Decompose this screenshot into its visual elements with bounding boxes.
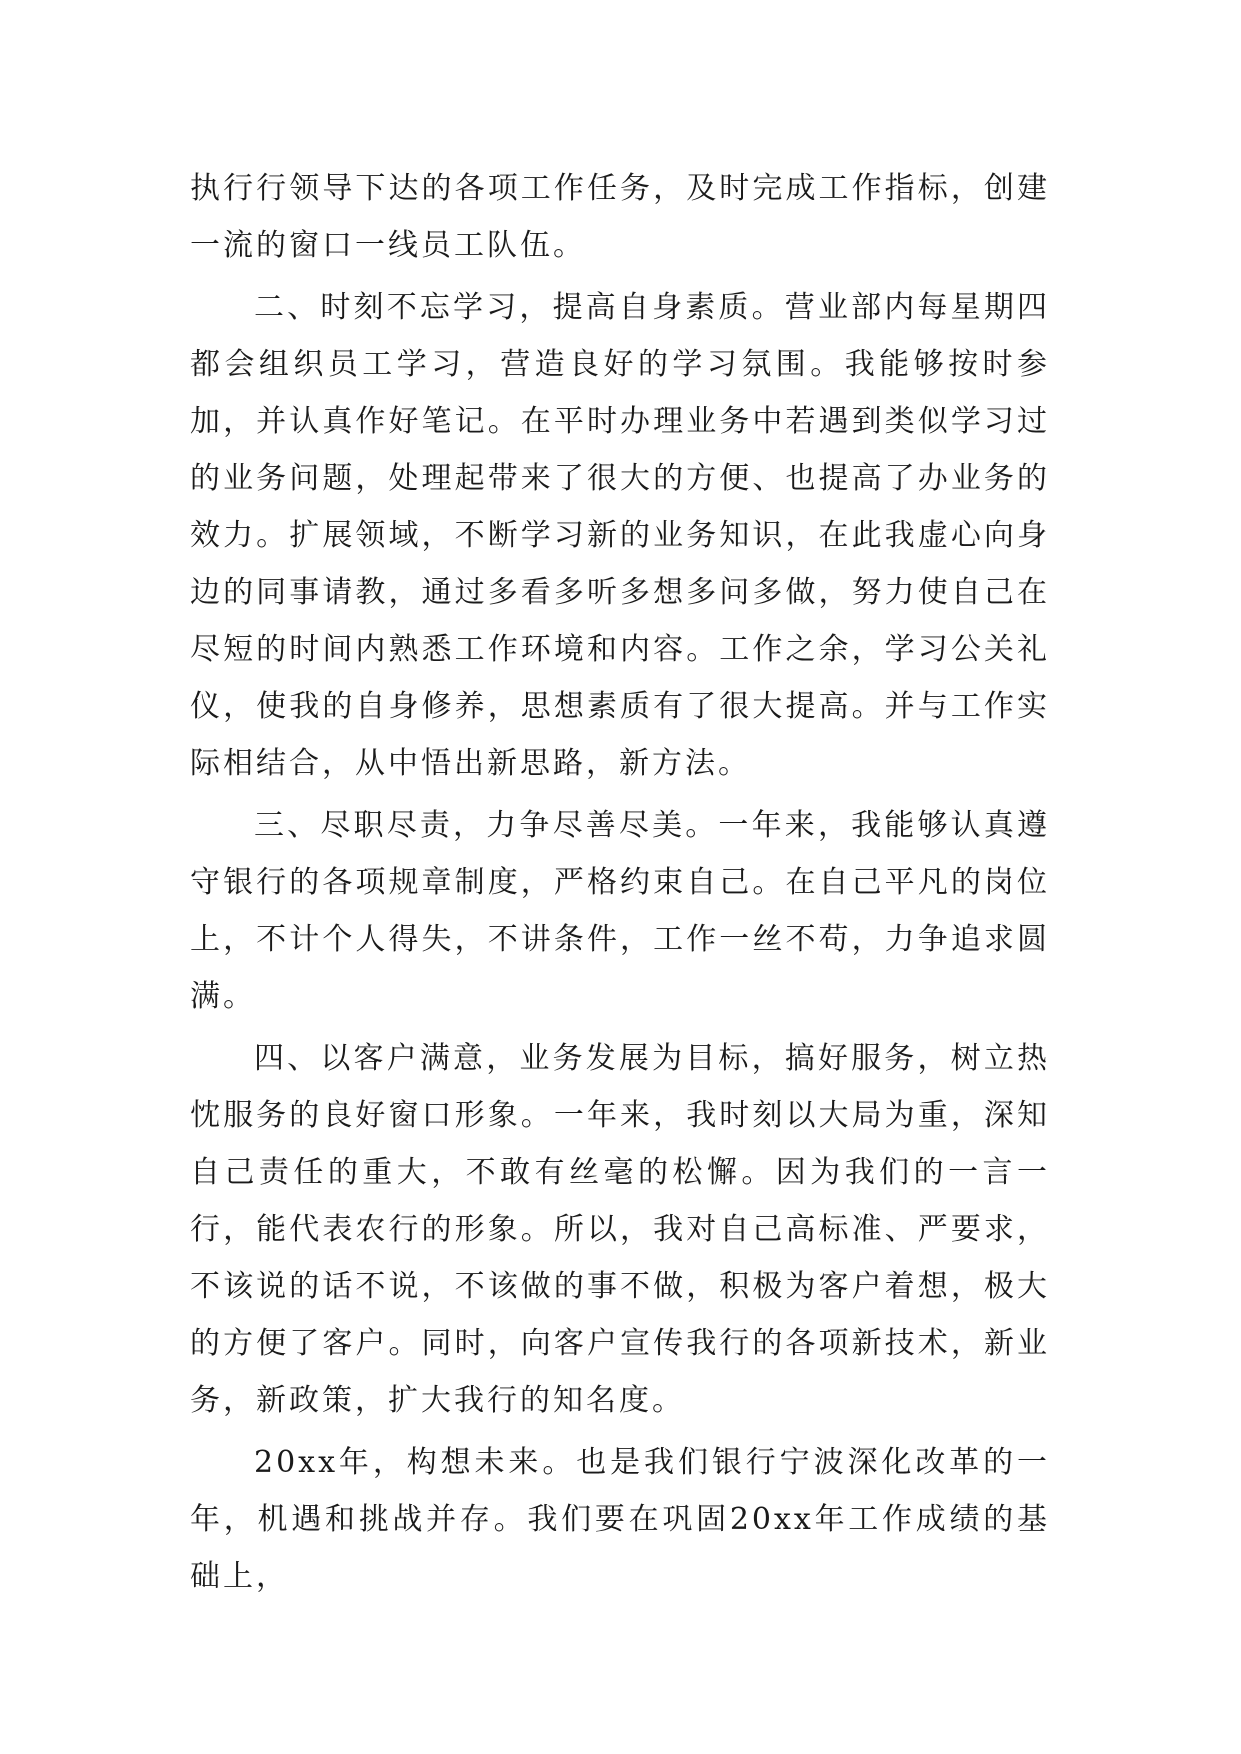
paragraph-3: 三、尽职尽责，力争尽善尽美。一年来，我能够认真遵守银行的各项规章制度，严格约束自己。在自己平凡的岗位上，不计个人得失，不讲条件，工作一丝不苟，力争追求圆满。 [190, 808, 1050, 1014]
paragraph-1: 执行行领导下达的各项工作任务，及时完成工作指标，创建一流的窗口一线员工队伍。 [190, 171, 1050, 263]
paragraph-2: 二、时刻不忘学习，提高自身素质。营业部内每星期四都会组织员工学习，营造良好的学习氛围。我能够按时参加，并认真作好笔记。在平时办理业务中若遇到类似学习过的业务问题，处理起带来了很大的方便、也提高了办业务的效力。扩展领域，不断学习新的业务知识，在此我虚心向身边的同事请教，通过多看多听多想多问多做，努力使自己在尽短的时间内熟悉工作环境和内容。工作之余，学习公关礼仪，使我的自身修养，思想素质有了很大提高。并与工作实际相结合，从中悟出新思路，新方法。 [190, 290, 1050, 781]
paragraph-5: 20xx年，构想未来。也是我们银行宁波深化改革的一年，机遇和挑战并存。我们要在巩固20xx年工作成绩的基础上， [190, 1445, 1050, 1594]
paragraph-4: 四、以客户满意，业务发展为目标，搞好服务，树立热忱服务的良好窗口形象。一年来，我时刻以大局为重，深知自己责任的重大，不敢有丝毫的松懈。因为我们的一言一行，能代表农行的形象。所以，我对自己高标准、严要求，不该说的话不说，不该做的事不做，积极为客户着想，极大的方便了客户。同时，向客户宣传我行的各项新技术，新业务，新政策，扩大我行的知名度。 [190, 1041, 1050, 1418]
document-body [190, 160, 1050, 1610]
